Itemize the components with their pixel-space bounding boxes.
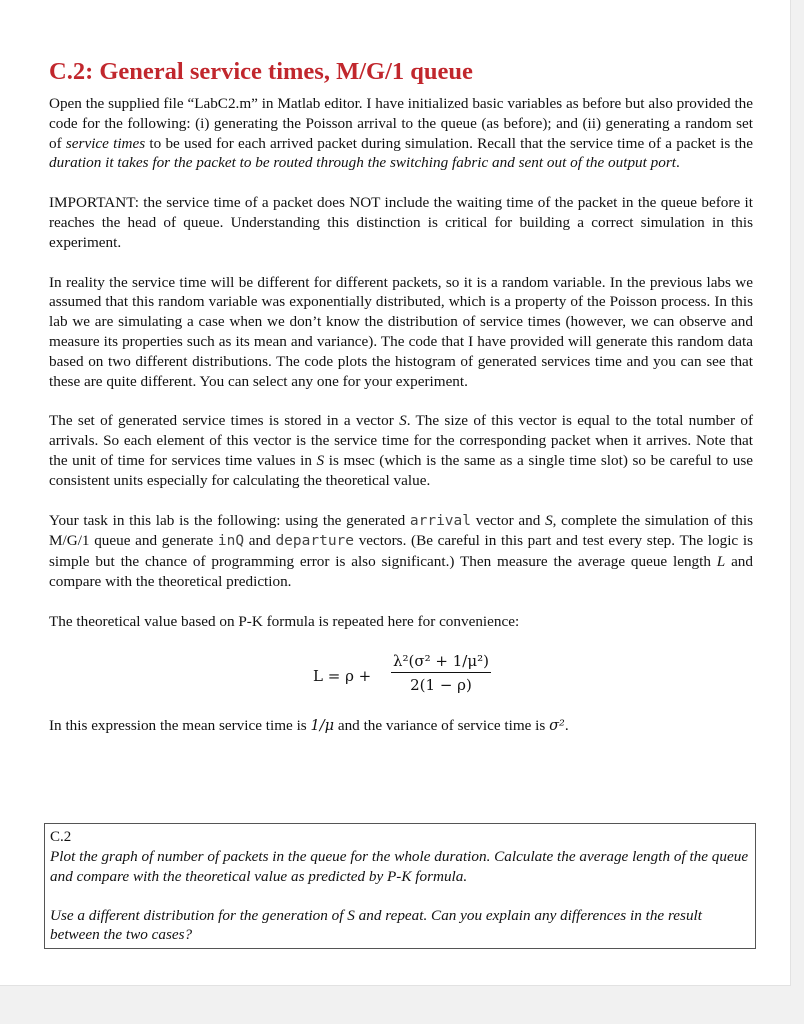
text: and the variance of service time is	[334, 716, 550, 734]
text: Your task in this lab is the following: using the generated	[49, 511, 410, 529]
math-symbol: S	[545, 511, 553, 529]
paragraph-task	[49, 511, 753, 592]
paragraph-pk-intro: The theoretical value based on P-K formula is repeated here for convenience:	[49, 612, 520, 630]
paragraph-important: IMPORTANT: the service time of a packet does NOT include the waiting time of the packet in the queue before it reaches the head of queue. Understanding this distinction is critical for building a correct simulation in this experiment.	[49, 194, 753, 251]
text: . The size of this vector is equal to the total number of arrivals. So each element of this vector is the service time for the corresponding packet when it arrives. Note that the unit of time for services time values in	[49, 412, 754, 469]
math-symbol: σ²	[549, 717, 565, 734]
text: .	[564, 716, 569, 734]
task-box-title: C.2	[50, 829, 72, 845]
paragraph-service-vector	[49, 411, 753, 490]
paragraph-reality: In reality the service time will be different for different packets, so it is a random variable. In the previous labs we assumed that this random variable was exponentially distributed, which is a property of the Poisson process. In this lab we are simulating a case when we don’t know the distribution of service times (however, we can observe and measure its properties such as its mean and variance). The code that I have provided will generate this random data based on two different distributions. The code plots the histogram of generated services time and you can see that these are quite different. You can select any one for your experiment.	[49, 273, 753, 390]
text: vectors. (Be careful in this part and test every step. The logic is simple but the chance of programming error is also significant.) Then measure the average queue length	[49, 532, 753, 571]
text: In this expression the mean service time is	[49, 716, 311, 734]
code-inq: inQ	[217, 533, 245, 550]
text: , complete the simulation of this M/G/1 queue and generate	[49, 511, 754, 550]
text: The set of generated service times is stored in a vector	[49, 412, 400, 430]
math-symbol: S	[399, 412, 407, 430]
formula-lhs: L = ρ +	[313, 666, 372, 685]
section-heading: C.2: General service times, M/G/1 queue	[49, 58, 473, 85]
task-box-line1: Plot the graph of number of packets in the queue for the whole duration. Calculate the average length of the queue and compare with the theoretical value as predicted by P-K formula.	[50, 848, 749, 885]
text: is msec (which is the same as a single time slot) so be careful to use consistent units especially for calculating the theoretical value.	[49, 451, 753, 489]
math-symbol: 1/μ	[310, 717, 335, 734]
paragraph-expression	[49, 716, 753, 737]
formula-denominator: 2(1 − ρ)	[410, 675, 472, 694]
text: and compare with the theoretical prediction.	[49, 553, 753, 590]
text: to be used for each arrived packet during simulation. Recall that the service time of a packet is the	[145, 134, 754, 152]
math-symbol: S	[316, 451, 325, 469]
math-symbol: L	[716, 553, 726, 571]
text-emphasis: service times	[65, 134, 146, 152]
text: and	[244, 532, 276, 550]
formula-fraction	[391, 650, 491, 697]
paragraph-intro	[49, 94, 753, 173]
text-emphasis: duration it takes for the packet to be routed through the switching fabric and sent out of the output port	[49, 154, 676, 172]
formula-numerator: λ²(σ² + 1/μ²)	[391, 650, 491, 673]
code-arrival: arrival	[409, 512, 471, 529]
task-box	[44, 823, 756, 949]
document-body	[49, 58, 753, 736]
code-departure: departure	[275, 533, 355, 550]
pk-formula	[49, 650, 753, 704]
text: vector and	[471, 511, 546, 529]
task-box-line2: Use a different distribution for the generation of S and repeat. Can you explain any differences in the result between the two cases?	[50, 906, 702, 944]
text: Open the supplied file “LabC2.m” in Matlab editor. I have initialized basic variables as before but also provided the code for the following: (i) generating the Poisson arrival to the queue (as before); and (ii) generating a random set of	[49, 95, 753, 152]
text: .	[676, 154, 680, 172]
